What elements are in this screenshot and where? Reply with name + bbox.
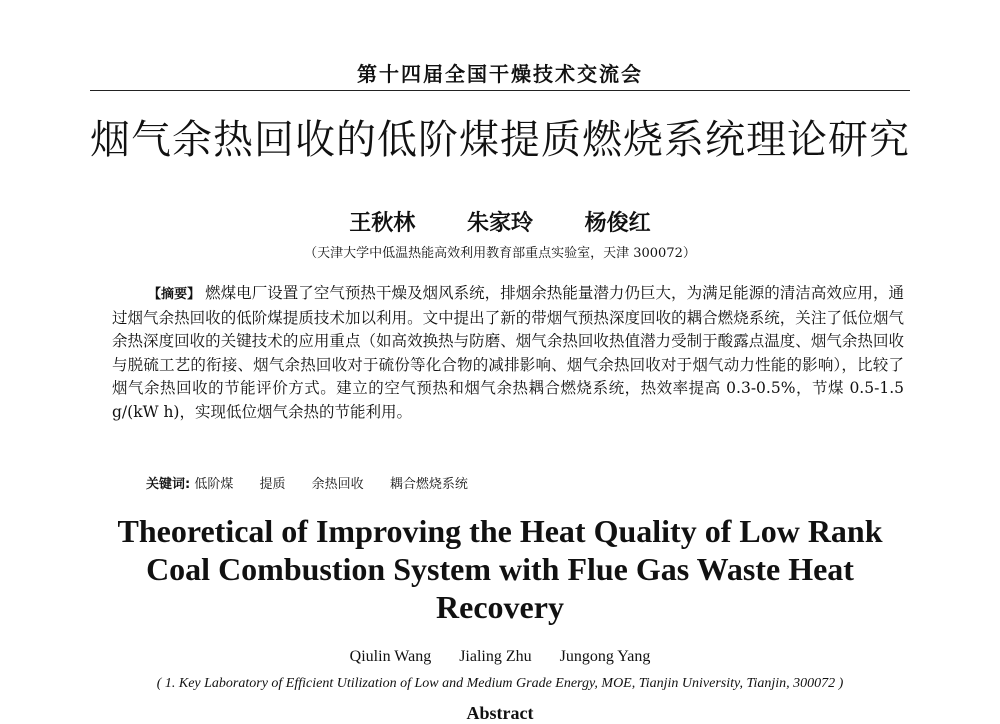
authors-en bbox=[0, 648, 1000, 666]
keyword: 低阶煤 bbox=[194, 477, 234, 492]
abstract-zh bbox=[112, 282, 904, 424]
header-rule bbox=[90, 90, 910, 91]
keyword: 余热回收 bbox=[311, 477, 364, 492]
keyword: 提质 bbox=[259, 477, 286, 492]
author-2: 朱家玲 bbox=[466, 211, 533, 236]
paper-title-en bbox=[110, 512, 890, 626]
affiliation-zh: （天津大学中低温热能高效利用教育部重点实验室，天津 300072） bbox=[304, 246, 696, 261]
author-3: 杨俊红 bbox=[584, 211, 651, 236]
author-en-2: Jialing Zhu bbox=[459, 648, 532, 665]
abstract-heading-en: Abstract bbox=[466, 703, 534, 723]
author-1: 王秋林 bbox=[349, 211, 416, 236]
title-line: Coal Combustion System with Flue Gas Waste Heat bbox=[146, 551, 854, 587]
abstract-label: 【摘要】 bbox=[148, 287, 201, 302]
title-line: Theoretical of Improving the Heat Quality of Low Rank bbox=[117, 513, 883, 549]
author-en-1: Qiulin Wang bbox=[349, 648, 432, 665]
keyword: 耦合燃烧系统 bbox=[389, 477, 468, 492]
conference-header: 第十四届全国干燥技术交流会 bbox=[357, 62, 643, 86]
paper-title-zh: 烟气余热回收的低阶煤提质燃烧系统理论研究 bbox=[90, 117, 910, 163]
keywords-zh bbox=[146, 473, 490, 492]
authors-zh bbox=[0, 206, 1000, 237]
author-en-3: Jungong Yang bbox=[559, 648, 651, 665]
affiliation-en: ( 1. Key Laboratory of Efficient Utilization of Low and Medium Grade Energy, MOE, Tianjin University, Tianjin, 300072 ) bbox=[156, 676, 844, 691]
title-line: Recovery bbox=[436, 589, 564, 625]
keywords-label: 关键词: bbox=[146, 477, 191, 492]
abstract-text: 燃煤电厂设置了空气预热干燥及烟风系统，排烟余热能量潜力仍巨大，为满足能源的清洁高效应用，通过烟气余热回收的低阶煤提质技术加以利用。文中提出了新的带烟气预热深度回收的耦合燃烧系统，关注了低位烟气余热深度回收的关键技术的应用重点（如高效换热与防磨、烟气余热回收热值潜力受制于酸露点温度、烟气余热回收与脱硫工艺的衔接、烟气余热回收对于硫份等化合物的减排影响、烟气余热回收对于烟气动力性能的影响），比较了烟气余热回收的节能评价方式。建立的空气预热和烟气余热耦合燃烧系统，热效率提高 0.3-0.5%，节煤 0.5-1.5 g/(kW h)，实现低位烟气余热的节能利用。 bbox=[112, 284, 904, 421]
